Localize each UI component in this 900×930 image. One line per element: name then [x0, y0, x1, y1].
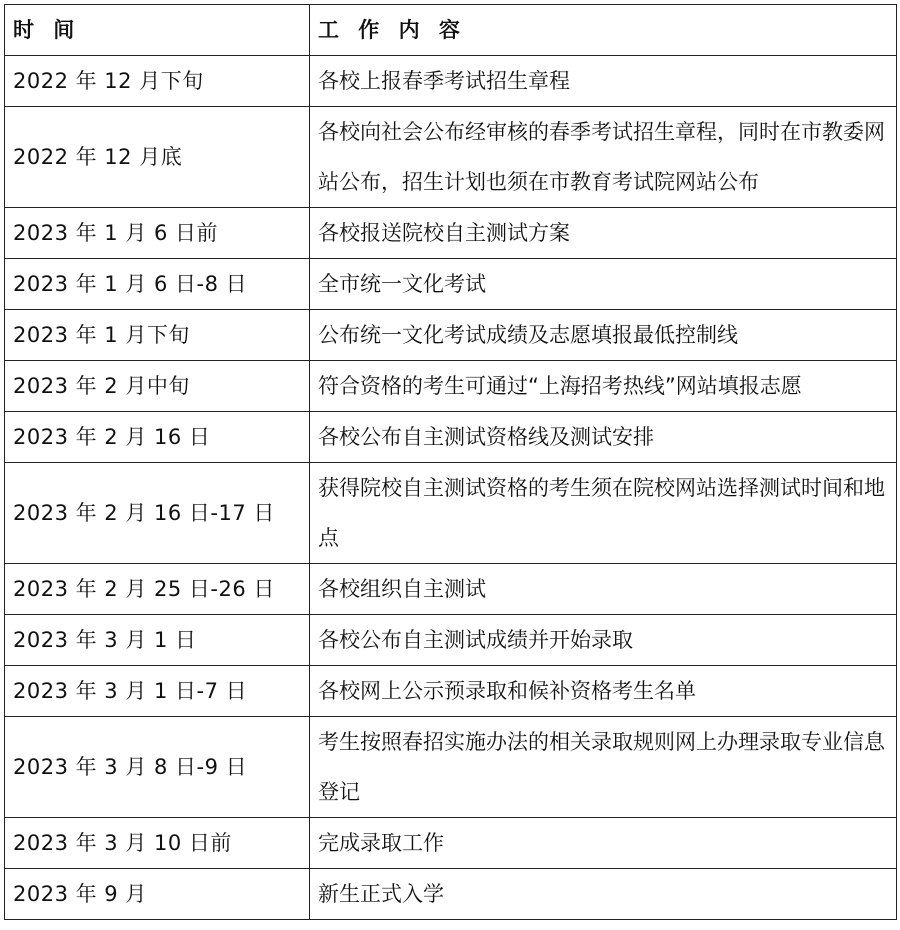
header-row	[5, 5, 897, 56]
table-row	[5, 717, 897, 818]
row-work: 各校报送院校自主测试方案	[310, 208, 897, 259]
schedule-table-container	[4, 4, 897, 920]
table-row	[5, 869, 897, 920]
table-row	[5, 259, 897, 310]
row-time: 2023 年 3 月 1 日	[5, 615, 310, 666]
row-time: 2023 年 2 月中旬	[5, 361, 310, 412]
row-work: 考生按照春招实施办法的相关录取规则网上办理录取专业信息登记	[310, 717, 897, 818]
row-work: 获得院校自主测试资格的考生须在院校网站选择测试时间和地点	[310, 463, 897, 564]
row-time: 2023 年 2 月 16 日	[5, 412, 310, 463]
row-time: 2023 年 3 月 8 日-9 日	[5, 717, 310, 818]
table-row	[5, 361, 897, 412]
row-work: 完成录取工作	[310, 818, 897, 869]
table-row	[5, 107, 897, 208]
row-work: 各校网上公示预录取和候补资格考生名单	[310, 666, 897, 717]
row-work: 各校公布自主测试成绩并开始录取	[310, 615, 897, 666]
table-row	[5, 310, 897, 361]
row-time: 2023 年 2 月 25 日-26 日	[5, 564, 310, 615]
table-row	[5, 56, 897, 107]
row-work: 符合资格的考生可通过“上海招考热线”网站填报志愿	[310, 361, 897, 412]
row-work: 各校公布自主测试资格线及测试安排	[310, 412, 897, 463]
row-time: 2022 年 12 月下旬	[5, 56, 310, 107]
row-time: 2023 年 1 月下旬	[5, 310, 310, 361]
table-row	[5, 818, 897, 869]
table-row	[5, 666, 897, 717]
schedule-table	[4, 4, 897, 920]
row-work: 各校上报春季考试招生章程	[310, 56, 897, 107]
table-row	[5, 412, 897, 463]
table-row	[5, 463, 897, 564]
row-work: 全市统一文化考试	[310, 259, 897, 310]
row-work: 新生正式入学	[310, 869, 897, 920]
row-work: 公布统一文化考试成绩及志愿填报最低控制线	[310, 310, 897, 361]
table-row	[5, 564, 897, 615]
row-work: 各校向社会公布经审核的春季考试招生章程，同时在市教委网站公布，招生计划也须在市教育考试院网站公布	[310, 107, 897, 208]
table-row	[5, 208, 897, 259]
row-time: 2023 年 9 月	[5, 869, 310, 920]
row-time: 2023 年 1 月 6 日前	[5, 208, 310, 259]
table-row	[5, 615, 897, 666]
row-time: 2023 年 3 月 1 日-7 日	[5, 666, 310, 717]
row-time: 2022 年 12 月底	[5, 107, 310, 208]
row-time: 2023 年 3 月 10 日前	[5, 818, 310, 869]
header-work: 工 作 内 容	[310, 5, 897, 56]
row-time: 2023 年 2 月 16 日-17 日	[5, 463, 310, 564]
header-time: 时 间	[5, 5, 310, 56]
row-work: 各校组织自主测试	[310, 564, 897, 615]
row-time: 2023 年 1 月 6 日-8 日	[5, 259, 310, 310]
